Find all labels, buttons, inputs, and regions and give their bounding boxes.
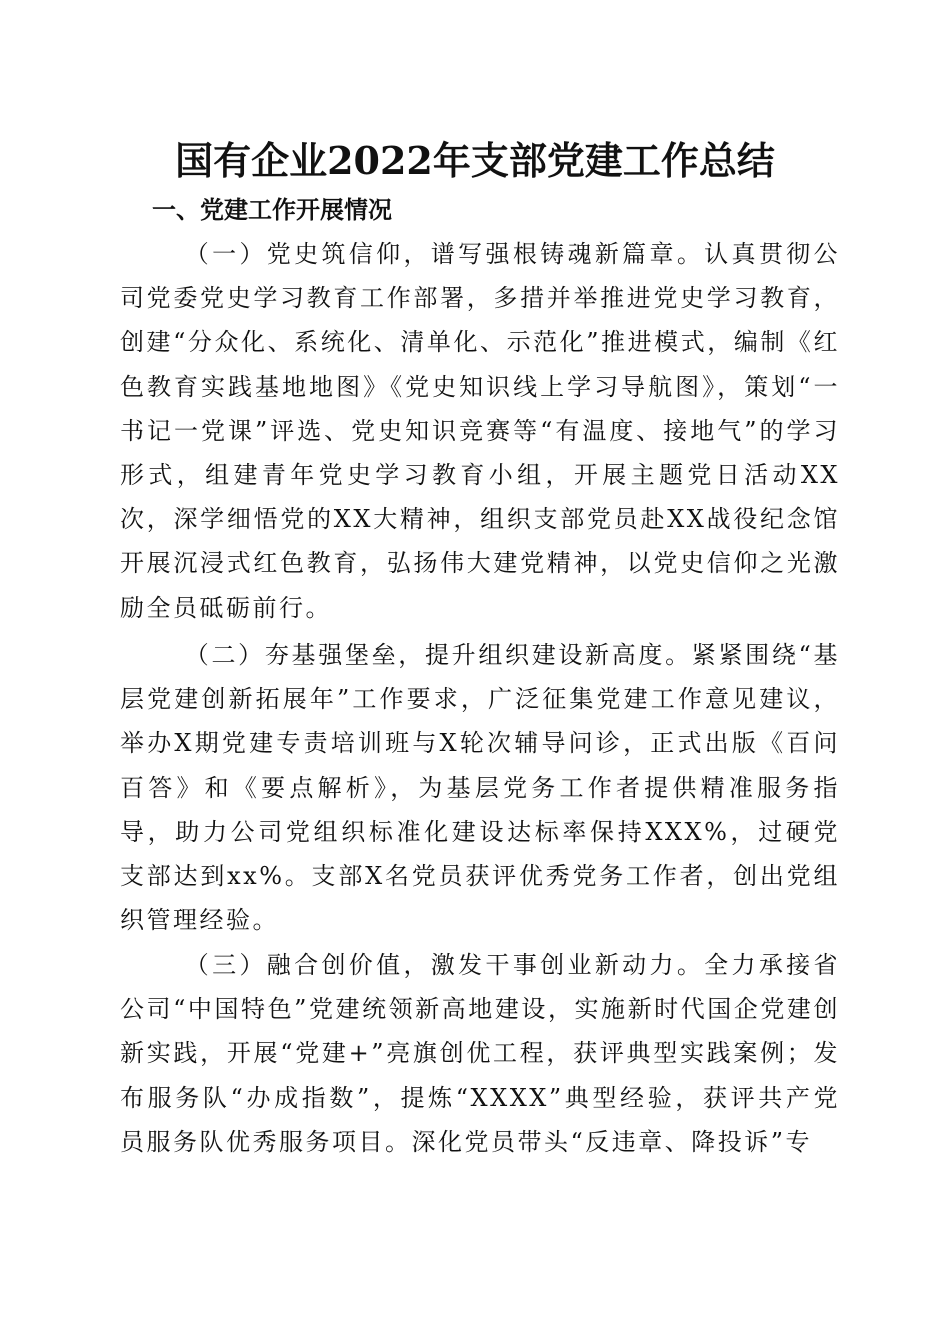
paragraph-3 — [120, 943, 840, 1164]
paragraph-1-lead: （一）党史筑信仰，谱写强根铸魂新篇章。 — [184, 240, 705, 268]
paragraph-3-body: 全力承接省公司“中国特色”党建统领新高地建设，实施新时代国企党建创新实践，开展“党建+”亮旗创优工程，获评典型实践案例；发布服务队“办成指数”，提炼“XXXX”典型经验，获评共产党员服务队优秀服务项目。深化党员带头“反违章、降投诉”专 — [120, 951, 841, 1156]
paragraph-1 — [120, 232, 840, 630]
paragraph-2 — [120, 633, 840, 942]
paragraph-2-body: 紧紧围绕“基层党建创新拓展年”工作要求，广泛征集党建工作意见建议，举办X期党建专责培训班与X轮次辅导问诊，正式出版《百问百答》和《要点解析》，为基层党务工作者提供精准服务指导，助力公司党组织标准化建设达标率保持XXX%，过硬党支部达到xx%。支部X名党员获评优秀党务工作者，创出党组织管理经验。 — [120, 641, 840, 935]
section-heading: 一、党建工作开展情况 — [152, 196, 392, 224]
paragraph-1-body: 认真贯彻公司党委党史学习教育工作部署，多措并举推进党史学习教育，创建“分众化、系统化、清单化、示范化”推进模式，编制《红色教育实践基地地图》《党史知识线上学习导航图》，策划“一书记一党课”评选、党史知识竞赛等“有温度、接地气”的学习形式，组建青年党史学习教育小组，开展主题党日活动XX次，深学细悟党的XX大精神，组织支部党员赴XX战役纪念馆开展沉浸式红色教育，弘扬伟大建党精神，以党史信仰之光激励全员砥砺前行。 — [120, 240, 841, 622]
document-title: 国有企业2022年支部党建工作总结 — [175, 138, 775, 183]
paragraph-3-lead: （三）融合创价值，激发干事创业新动力。 — [184, 951, 705, 979]
paragraph-2-lead: （二）夯基强堡垒，提升组织建设新高度。 — [184, 641, 692, 669]
